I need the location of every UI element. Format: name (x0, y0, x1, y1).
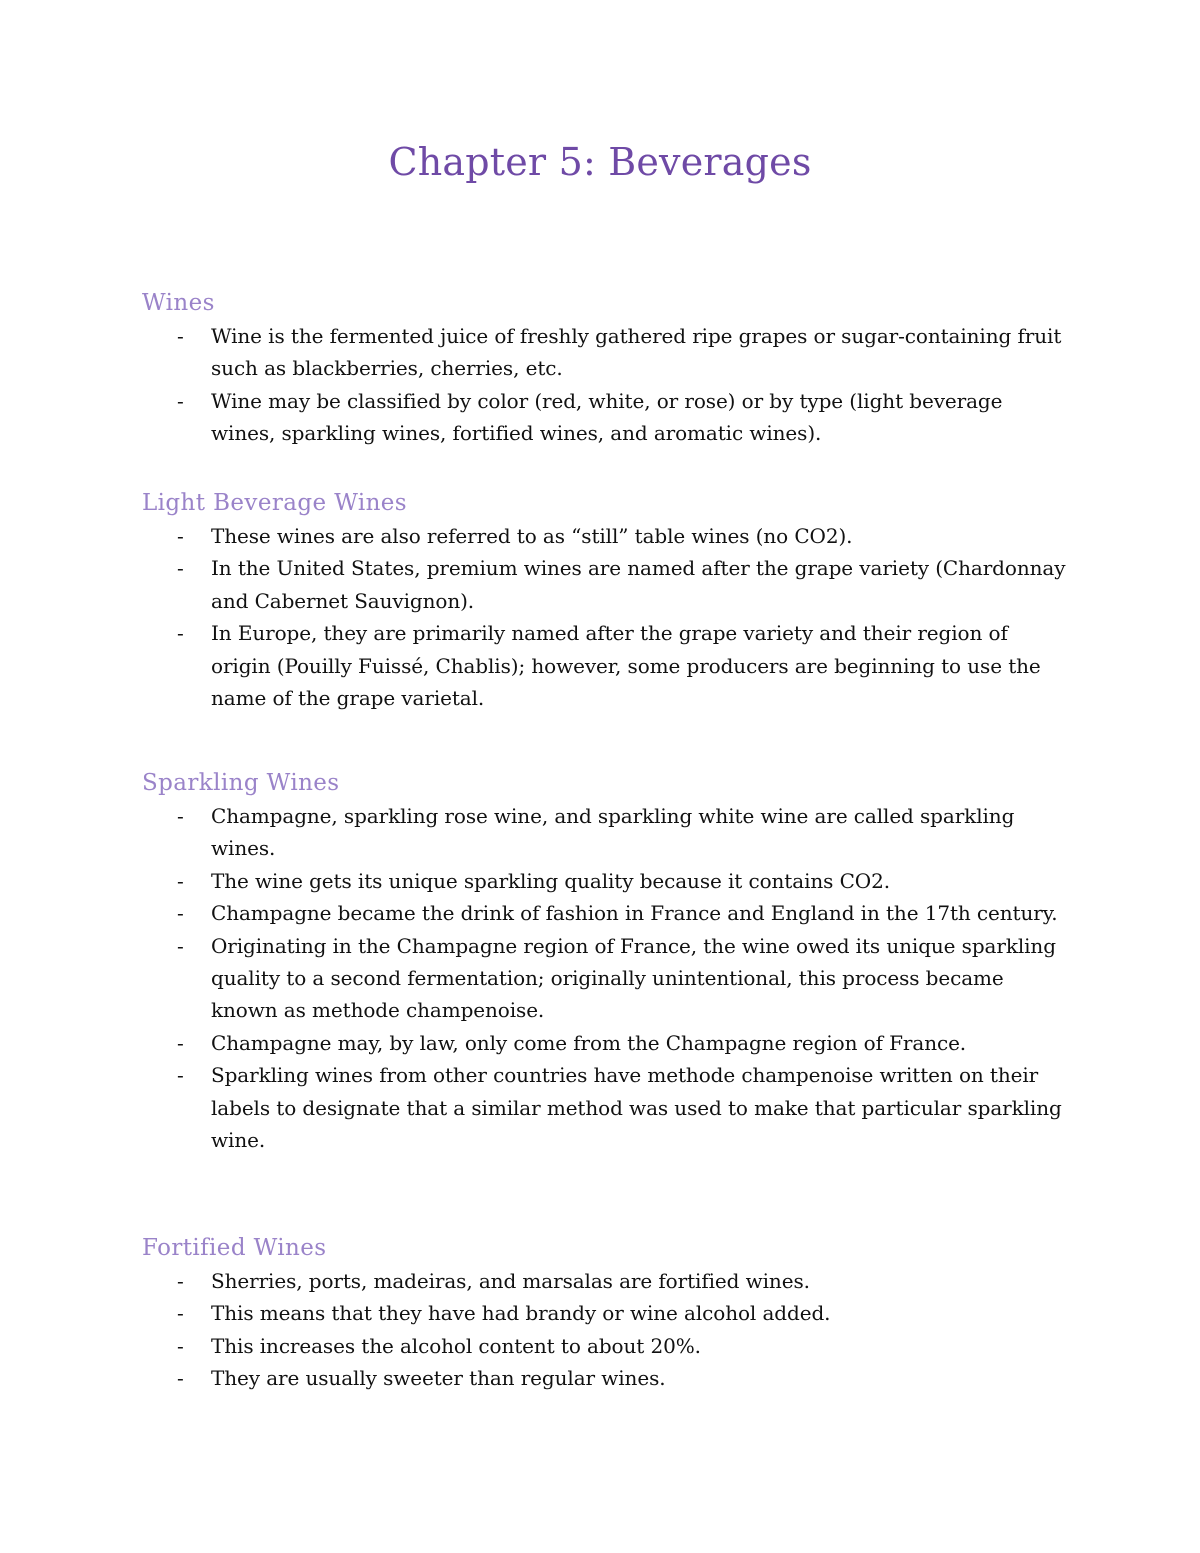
dash-bullet-icon: - (177, 1269, 184, 1293)
section-light-beverage-wines (142, 490, 1072, 714)
bullet-item (142, 1297, 1072, 1329)
bullet-item (142, 865, 1072, 897)
bullet-text: Sparkling wines from other countries have methode champenoise written on their labels to designate that a similar method was used to make that particular sparkling wine. (211, 1063, 1062, 1153)
bullet-item (142, 1059, 1072, 1156)
bullet-text: They are usually sweeter than regular wines. (211, 1366, 666, 1391)
bullet-text: Wine may be classified by color (red, white, or rose) or by type (light beverage wines, sparkling wines, fortified wines, and aromatic wines). (211, 388, 1003, 446)
bullet-item (142, 617, 1072, 714)
dash-bullet-icon: - (177, 524, 184, 548)
bullet-text: In Europe, they are primarily named after the grape variety and their region of origin (Pouilly Fuissé, Chablis); however, some producers are beginning to use the name of the grape varietal. (211, 621, 1041, 711)
bullet-text: Champagne, sparkling rose wine, and sparkling white wine are called sparkling wines. (211, 804, 1015, 861)
bullet-item (142, 1330, 1072, 1362)
dash-bullet-icon: - (177, 933, 184, 958)
bullet-item (142, 897, 1072, 929)
bullet-item (142, 1362, 1072, 1394)
bullet-text: These wines are also referred to as “still” table wines (no CO2). (211, 524, 853, 548)
section-heading: Light Beverage Wines (142, 490, 408, 516)
dash-bullet-icon: - (177, 1301, 184, 1326)
bullet-item (142, 1265, 1072, 1297)
dash-bullet-icon: - (177, 1333, 184, 1358)
page-title: Chapter 5: Beverages (388, 140, 812, 184)
dash-bullet-icon: - (177, 1366, 184, 1391)
dash-bullet-icon: - (177, 804, 184, 828)
bullet-text: Champagne became the drink of fashion in France and England in the 17th century. (211, 901, 1058, 926)
dash-bullet-icon: - (177, 621, 184, 646)
section-sparkling-wines (142, 770, 1072, 1156)
bullet-text: Wine is the fermented juice of freshly gathered ripe grapes or sugar-containing fruit such as blackberries, cherries, etc. (211, 324, 1062, 381)
bullet-text: This means that they have had brandy or wine alcohol added. (211, 1301, 831, 1326)
bullet-text: The wine gets its unique sparkling quality because it contains CO2. (211, 868, 890, 893)
bullet-item (142, 520, 1072, 552)
section-heading: Fortified Wines (142, 1235, 327, 1261)
dash-bullet-icon: - (177, 1030, 184, 1055)
section-wines (142, 290, 1072, 450)
bullet-text: Sherries, ports, madeiras, and marsalas are fortified wines. (211, 1269, 810, 1293)
bullet-list (142, 800, 1072, 1156)
dash-bullet-icon: - (177, 324, 184, 348)
dash-bullet-icon: - (177, 1063, 184, 1088)
bullet-item (142, 552, 1072, 617)
bullet-list (142, 320, 1072, 450)
dash-bullet-icon: - (177, 868, 184, 893)
section-heading: Sparkling Wines (142, 770, 340, 796)
bullet-text: Originating in the Champagne region of France, the wine owed its unique sparkling quality to a second fermentation; originally unintentional, this process became known as methode champenoise. (211, 933, 1056, 1023)
bullet-item (142, 1027, 1072, 1059)
dash-bullet-icon: - (177, 556, 184, 581)
section-heading: Wines (142, 290, 215, 316)
bullet-item (142, 800, 1072, 865)
section-fortified-wines (142, 1235, 1072, 1395)
dash-bullet-icon: - (177, 388, 184, 413)
bullet-list (142, 520, 1072, 714)
bullet-item (142, 320, 1072, 385)
bullet-text: Champagne may, by law, only come from the Champagne region of France. (211, 1030, 967, 1055)
bullet-item (142, 930, 1072, 1027)
dash-bullet-icon: - (177, 901, 184, 926)
bullet-list (142, 1265, 1072, 1395)
bullet-text: This increases the alcohol content to about 20%. (211, 1333, 701, 1358)
bullet-text: In the United States, premium wines are named after the grape variety (Chardonnay and Cabernet Sauvignon). (211, 556, 1066, 613)
bullet-item (142, 385, 1072, 450)
